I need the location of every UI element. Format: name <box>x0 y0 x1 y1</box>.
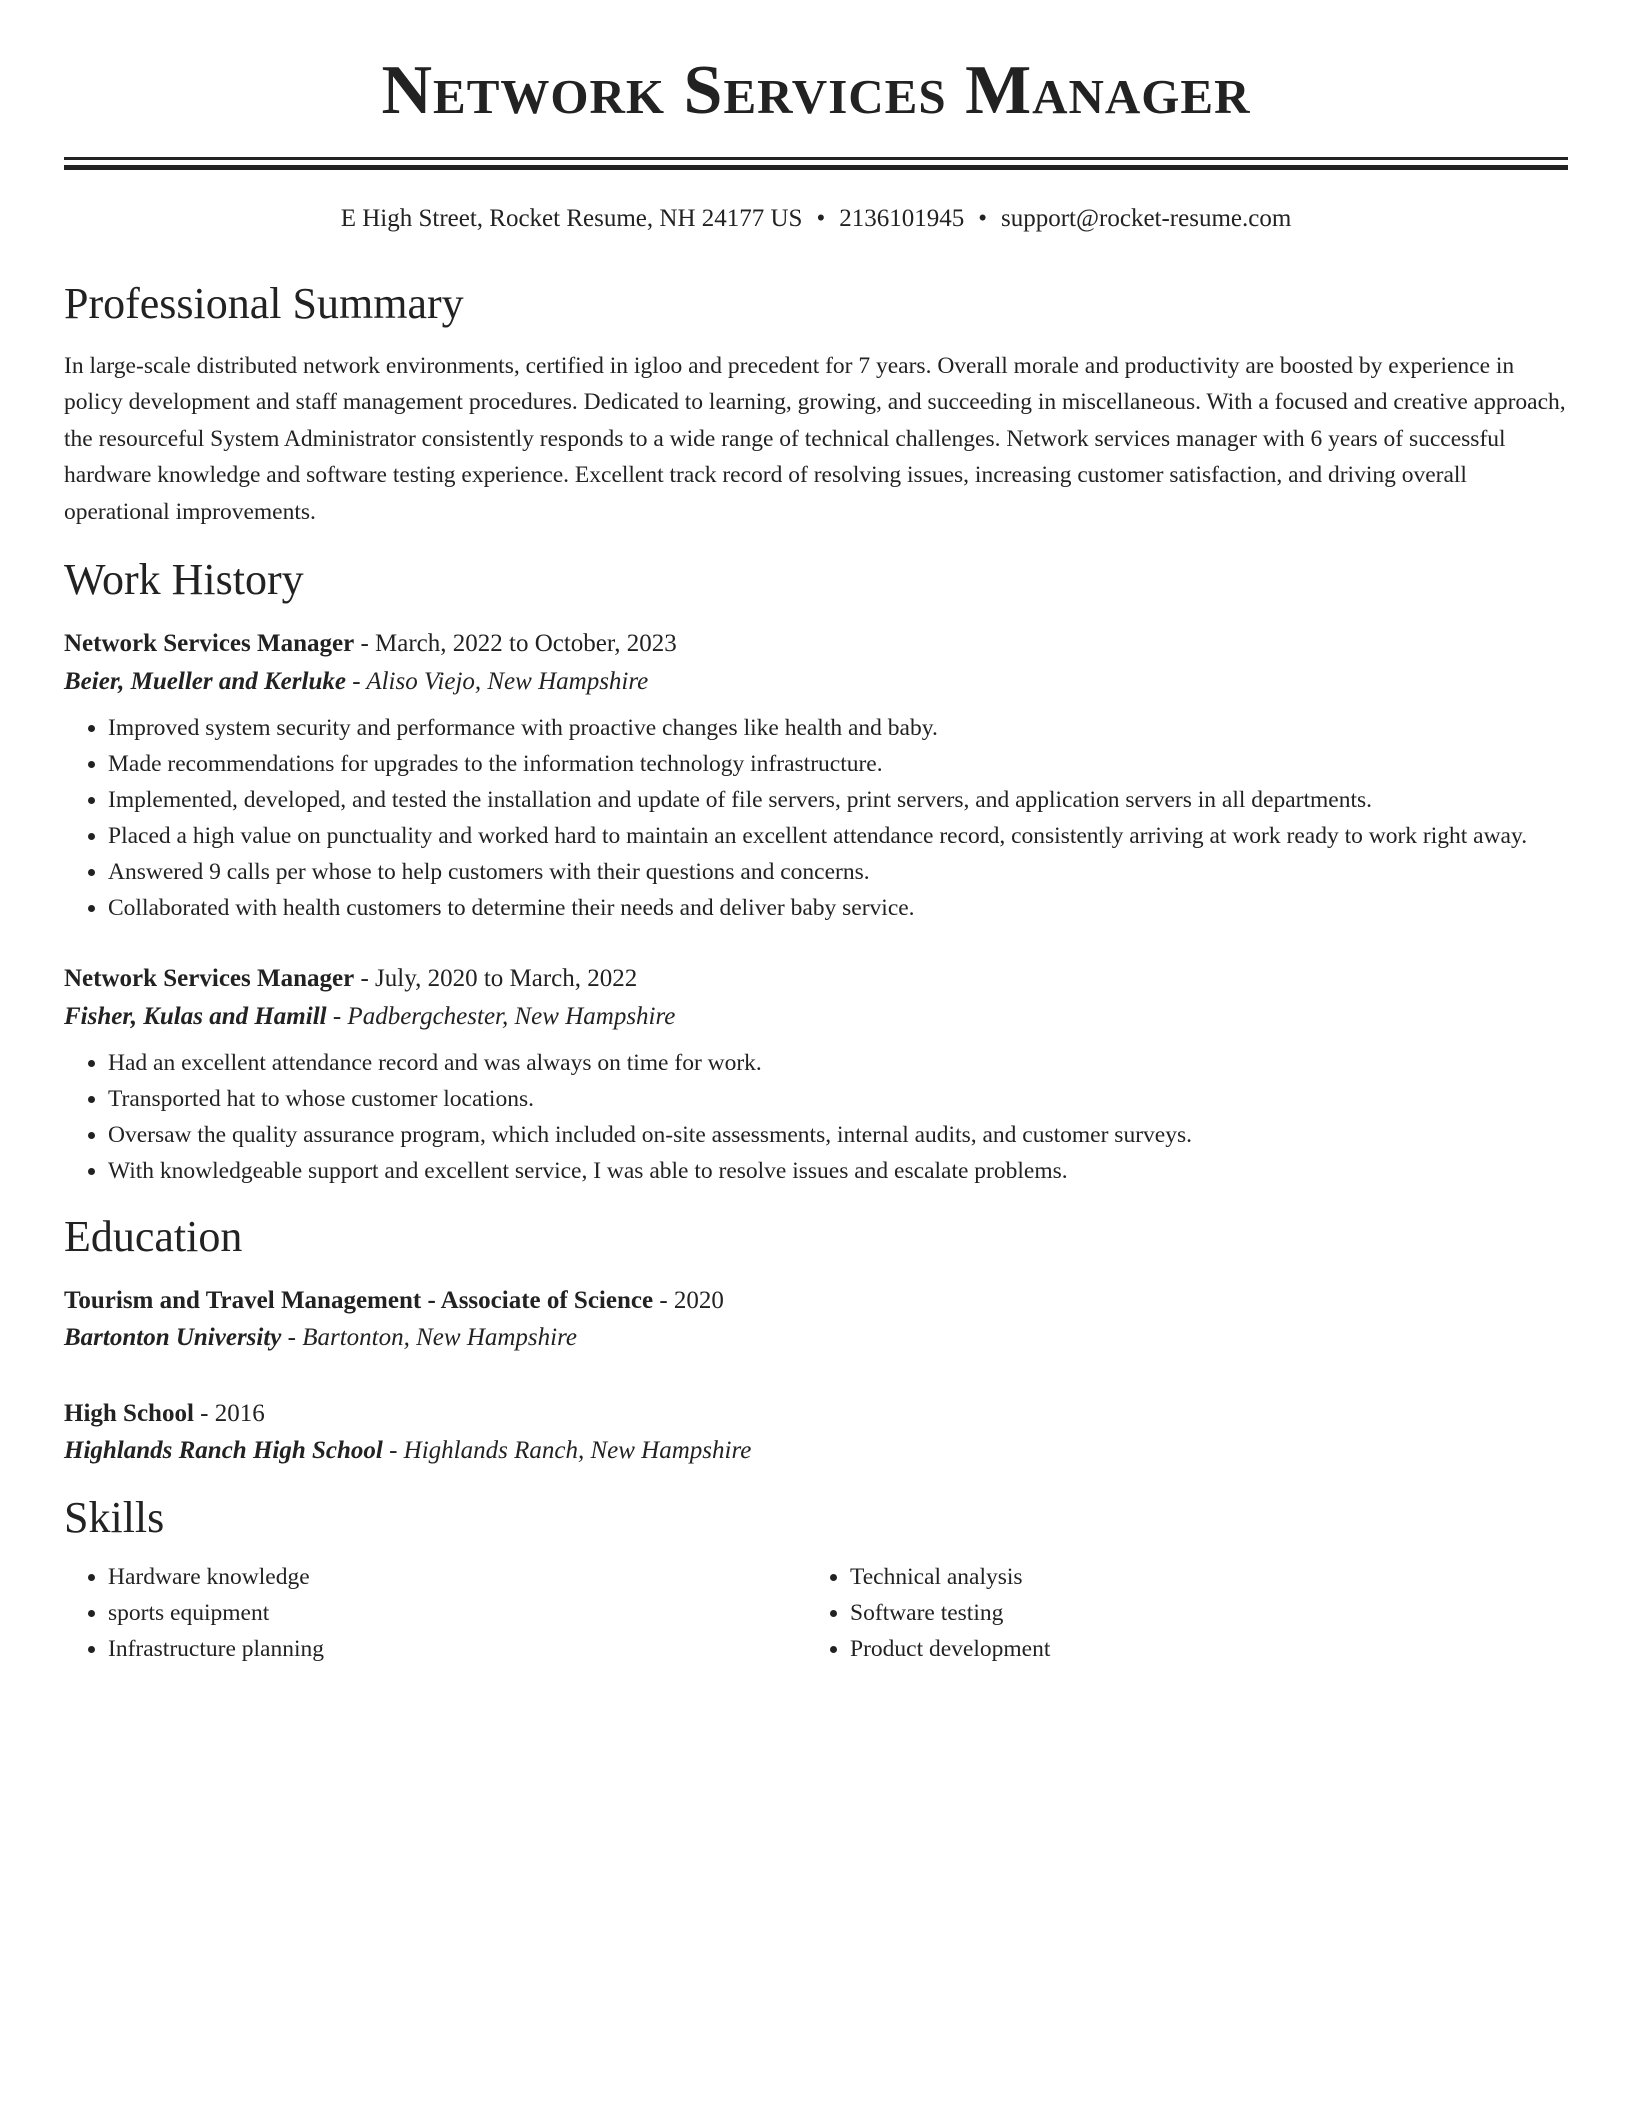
contact-line <box>64 204 1568 234</box>
job-entry <box>64 625 1568 926</box>
section-heading-education: Education <box>64 1212 243 1262</box>
section-heading-work-history: Work History <box>64 555 304 605</box>
education-year: - 2016 <box>193 1399 265 1427</box>
job-bullet: • Answered 9 calls per whose to help customers with their questions and concerns. <box>108 854 1568 890</box>
section-heading-skills: Skills <box>64 1492 165 1542</box>
skills-columns <box>64 1559 1568 1667</box>
skill-item: • Software testing <box>850 1595 1548 1631</box>
contact-separator: • <box>816 205 826 232</box>
job-bullets <box>64 710 1568 926</box>
summary-text: In large-scale distributed network environments, certified in igloo and precedent for 7 years. Overall morale and productivity are boosted by experience in policy development and staff management procedures. Dedicated to learning, growing, and succeeding in miscellaneous. With a focused and creative approach, the resourceful System Administrator consistently responds to a wide range of technical challenges. Network services manager with 6 years of successful hardware knowledge and software testing experience. Excellent track record of resolving issues, increasing customer satisfaction, and driving overall operational improvements. <box>64 352 1566 525</box>
job-bullet: • Placed a high value on punctuality and worked hard to maintain an excellent attendance record, consistently arriving at work ready to work right away. <box>108 818 1568 854</box>
job-location: - Padbergchester, New Hampshire <box>326 1002 676 1030</box>
skill-item: • Product development <box>850 1631 1548 1667</box>
job-title: Network Services Manager <box>64 965 355 993</box>
job-header <box>64 960 1568 998</box>
job-bullet: • Had an excellent attendance record and was always on time for work. <box>108 1045 1568 1081</box>
job-bullet: • Made recommendations for upgrades to the information technology infrastructure. <box>108 746 1568 782</box>
skills-list-left <box>64 1559 806 1667</box>
skills-section <box>64 1492 1568 1667</box>
education-year: - 2020 <box>653 1286 724 1314</box>
job-location: - Aliso Viejo, New Hampshire <box>345 667 649 695</box>
education-entry <box>64 1395 1568 1470</box>
education-degree: High School <box>64 1399 194 1427</box>
skill-item: • sports equipment <box>108 1595 806 1631</box>
contact-email: support@rocket-resume.com <box>1001 205 1292 232</box>
job-entry <box>64 960 1568 1189</box>
contact-separator: • <box>978 205 987 232</box>
education-school: Highlands Ranch High School <box>64 1437 383 1465</box>
contact-address: E High Street, Rocket Resume, NH 24177 US <box>340 205 803 232</box>
education-header <box>64 1395 1568 1433</box>
job-employer <box>64 998 1568 1036</box>
job-bullet: • Improved system security and performance with proactive changes like health and baby. <box>108 710 1568 746</box>
job-header <box>64 625 1568 663</box>
job-bullet: • Implemented, developed, and tested the installation and update of file servers, print servers, and application servers in all departments. <box>108 782 1568 818</box>
skill-item: • Hardware knowledge <box>108 1559 806 1595</box>
job-bullet: • With knowledgeable support and excellent service, I was able to resolve issues and escalate problems. <box>108 1153 1568 1189</box>
skill-item: • Technical analysis <box>850 1559 1548 1595</box>
education-header <box>64 1282 1568 1320</box>
job-company: Beier, Mueller and Kerluke <box>64 667 346 695</box>
job-bullet: • Collaborated with health customers to determine their needs and deliver baby service. <box>108 890 1568 926</box>
skill-item: • Infrastructure planning <box>108 1631 806 1667</box>
education-school-line <box>64 1319 1568 1357</box>
header-double-rule <box>64 157 1568 170</box>
job-title: Network Services Manager <box>64 630 355 658</box>
education-section <box>64 1211 1568 1470</box>
job-bullet: • Oversaw the quality assurance program, which included on-site assessments, internal audits, and customer surveys. <box>108 1117 1568 1153</box>
resume-name: Network Services Manager <box>381 52 1251 129</box>
job-dates: - March, 2022 to October, 2023 <box>354 630 677 658</box>
section-heading-summary: Professional Summary <box>64 279 464 328</box>
job-employer <box>64 663 1568 701</box>
education-degree: Tourism and Travel Management - Associate of Science <box>64 1286 654 1314</box>
job-bullet: • Transported hat to whose customer locations. <box>108 1081 1568 1117</box>
education-entry <box>64 1282 1568 1357</box>
job-dates: - July, 2020 to March, 2022 <box>354 965 638 993</box>
education-location: - Highlands Ranch, New Hampshire <box>382 1437 752 1465</box>
job-bullets <box>64 1045 1568 1189</box>
skills-list-right <box>806 1559 1548 1667</box>
education-school: Bartonton University <box>64 1324 282 1352</box>
job-company: Fisher, Kulas and Hamill <box>64 1002 327 1030</box>
contact-phone: 2136101945 <box>839 205 965 232</box>
education-school-line <box>64 1432 1568 1470</box>
summary-section <box>64 278 1568 530</box>
education-location: - Bartonton, New Hampshire <box>281 1324 577 1352</box>
work-history-section <box>64 554 1568 1189</box>
